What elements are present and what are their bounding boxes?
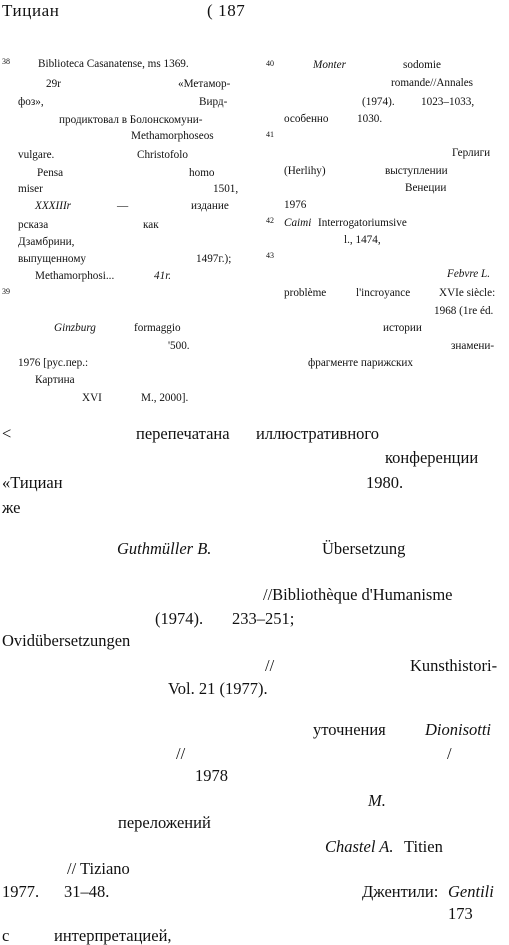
text-fragment: же (2, 498, 21, 517)
footnote-text: Biblioteca Casanatense, ms 1369. (38, 58, 189, 70)
text-fragment: Kunsthistori- (410, 656, 498, 675)
footnote-text: 1501, (213, 183, 239, 195)
text-fragment: интерпретацией, (54, 926, 172, 945)
footnote-text: miser (18, 183, 43, 195)
footnote-text: фоз», (18, 96, 44, 108)
footnote-text: 1968 (1re éd. (434, 305, 494, 317)
text-fragment: Chastel A. (325, 837, 394, 856)
footnote-number: 42 (266, 216, 274, 225)
footnote-text: sodomie (403, 59, 441, 71)
text-fragment: «Тициан (2, 473, 63, 492)
footnote-text: Methamorphosi... (35, 270, 115, 282)
footnote-text: выступлении (385, 165, 448, 177)
footnote-text: издание (191, 200, 229, 212)
page-number: 173 (448, 904, 473, 923)
continuation-mark: < (2, 424, 12, 443)
footnote-text: (Herlihy) (284, 165, 326, 177)
footnote-text: Febvre L. (447, 268, 491, 280)
footnote-number: 38 (2, 57, 10, 66)
text-fragment: уточнения (313, 720, 386, 739)
text-fragment: 1978 (195, 766, 228, 785)
footnote-number: 39 (2, 287, 10, 296)
footnote-text: Methamorphoseos (131, 130, 214, 142)
running-title: Тициан (2, 1, 60, 20)
footnote-text: formaggio (134, 322, 181, 334)
footnote-text: «Метамор- (178, 78, 231, 90)
text-fragment: // (176, 744, 186, 763)
footnote-text: особенно (284, 113, 329, 125)
footnote-text: l., 1474, (344, 234, 381, 246)
text-fragment: Ovidübersetzungen (2, 631, 131, 650)
footnote-text: Monter (313, 59, 346, 71)
footnote-text: (1974). (362, 96, 395, 108)
footnote-text: Pensa (37, 167, 64, 179)
footnote-text: знамени- (451, 340, 495, 352)
footnote-text: l'incroyance (356, 287, 411, 299)
footnote-number: 40 (266, 59, 274, 68)
footnote-text: истории (383, 322, 422, 334)
text-fragment: Vol. 21 (1977). (168, 679, 268, 698)
footnote-text: — (117, 200, 129, 212)
footnote-text: problème (284, 287, 327, 299)
text-fragment: M. (368, 791, 386, 810)
footnote-text: Christofolo (137, 149, 188, 161)
text-fragment: иллюстративного (256, 424, 380, 443)
footnote-text: Вирд- (199, 96, 228, 108)
footnote-text: 29r (46, 78, 61, 90)
footnote-text: Ginzburg (54, 322, 96, 334)
footnote-text: продиктовал в Болонскомуни- (59, 114, 203, 126)
text-fragment: 1980. (366, 473, 404, 492)
footnote-number: 43 (266, 251, 274, 260)
footnote-text: XVI (82, 392, 102, 404)
text-fragment: конференции (385, 448, 479, 467)
text-fragment: // (265, 656, 275, 675)
text-fragment: Übersetzung (322, 539, 406, 558)
text-fragment: Gentili (448, 882, 494, 901)
text-fragment: Dionisotti (425, 720, 492, 739)
text-fragment: переложений (118, 813, 211, 832)
text-fragment: 233–251; (232, 609, 295, 628)
text-fragment: Guthmüller B. (117, 539, 212, 558)
footnote-text: рсказа (18, 219, 49, 231)
footnote-text: Венеции (405, 182, 447, 194)
footnote-text: фрагменте парижских (308, 357, 413, 369)
footnote-text: 41r. (154, 270, 172, 282)
text-fragment: перепечатана (136, 424, 230, 443)
footnote-text: 1976 (284, 199, 307, 211)
footnote-text: 1976 [рус.пер.: (18, 357, 89, 369)
footnote-number: 41 (266, 130, 274, 139)
footnote-text: выпущенному (18, 253, 86, 265)
footnote-text: Caimi (284, 217, 312, 229)
page-reference: ( 187 (207, 1, 246, 20)
footnote-text: XVIe siècle: (439, 287, 496, 299)
footnote-text: homo (189, 167, 215, 179)
text-fragment: 31–48. (64, 882, 110, 901)
footnote-text: vulgare. (18, 149, 55, 161)
text-fragment: Titien (404, 837, 443, 856)
footnote-text: Дзамбрини, (18, 236, 75, 248)
text-fragment: / (447, 744, 452, 763)
footnote-text: Картина (35, 374, 75, 386)
footnote-text: Interrogatoriumsive (318, 217, 407, 229)
text-fragment: 1977. (2, 882, 40, 901)
footnote-text: XXXIIIr (35, 200, 72, 212)
footnote-text: Герлиги (452, 147, 491, 159)
footnote-text: romande//Annales (391, 77, 474, 89)
footnote-text: как (143, 219, 159, 231)
text-fragment: //Bibliothèque d'Humanisme (263, 585, 453, 604)
footnote-text: 1030. (357, 113, 383, 125)
text-fragment: // Tiziano (67, 859, 130, 878)
text-fragment: с (2, 926, 10, 945)
footnote-text: 1023–1033, (421, 96, 475, 108)
footnote-text: М., 2000]. (141, 392, 189, 404)
footnote-text: '500. (168, 340, 190, 352)
text-fragment: Джентили: (362, 882, 439, 901)
text-fragment: (1974). (155, 609, 204, 628)
footnote-text: 1497г.); (196, 253, 232, 265)
